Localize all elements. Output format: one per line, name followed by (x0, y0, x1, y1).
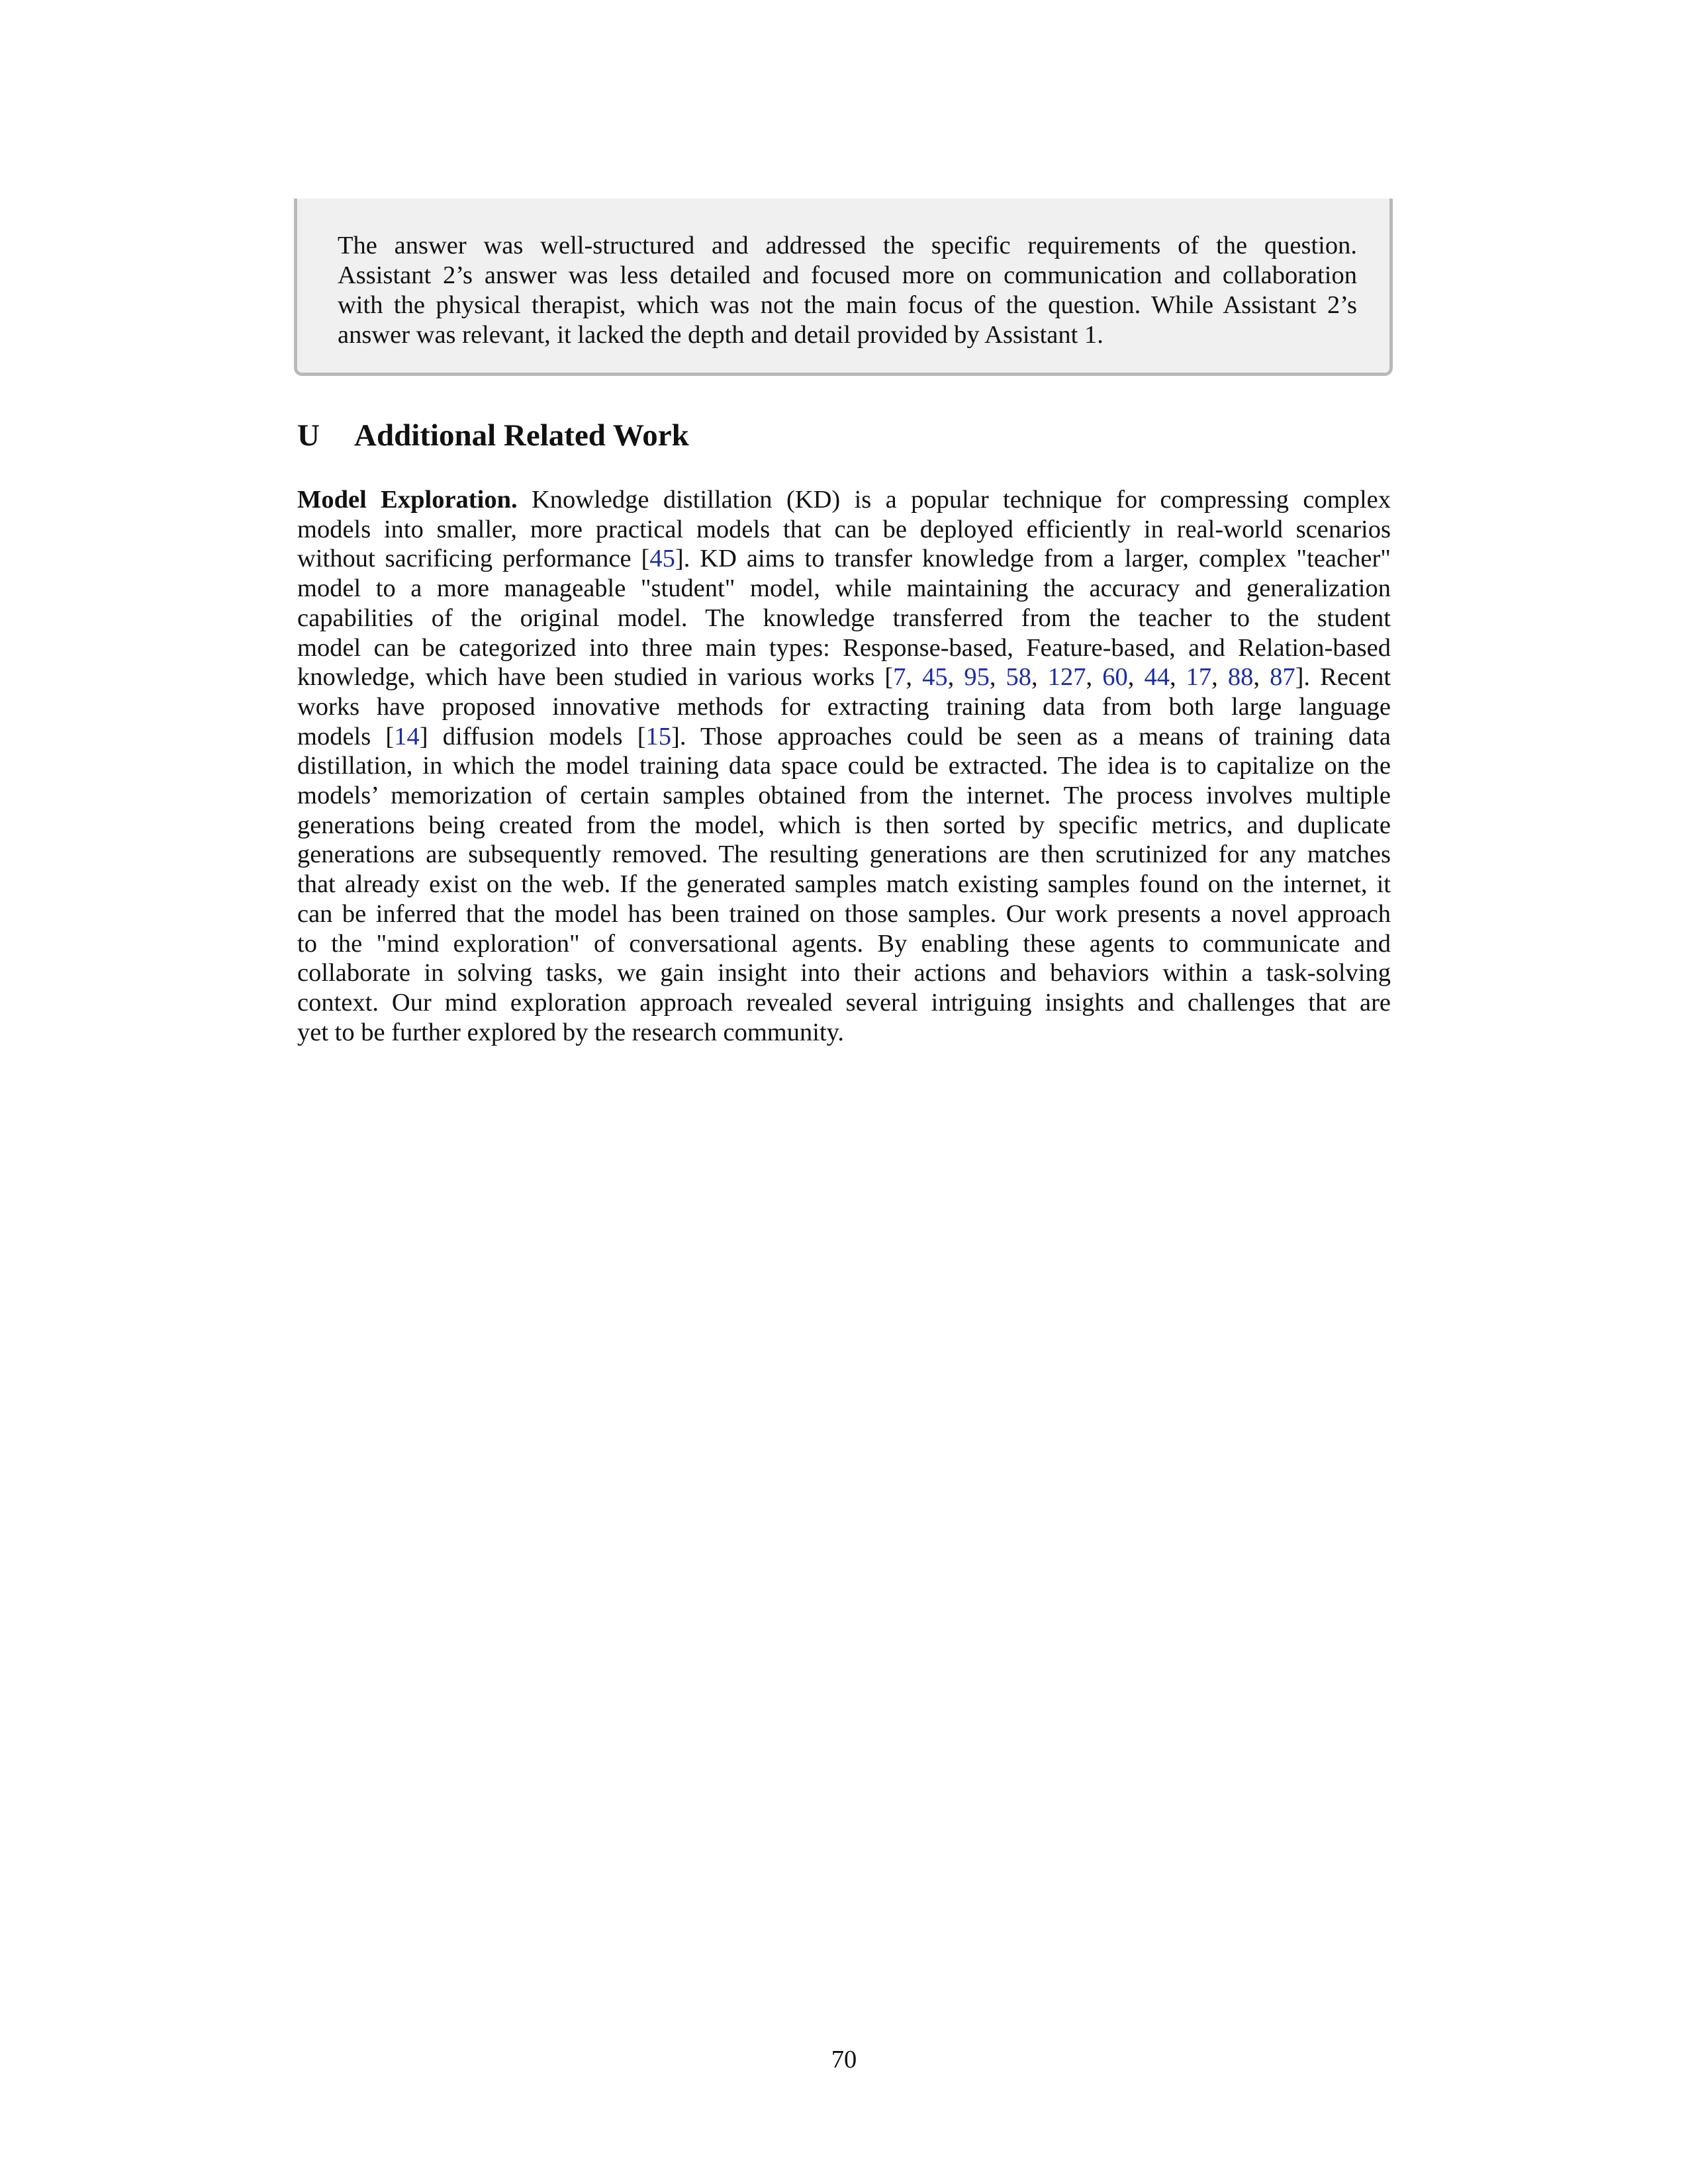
section-title: Additional Related Work (354, 418, 689, 453)
paragraph-line: distillation, in which the model training data space could be extracted. The idea is to capitalize on the (297, 752, 1391, 780)
citation-link[interactable]: 58 (1006, 663, 1032, 692)
paragraph-line: capabilities of the original model. The knowledge transferred from the teacher to the student (297, 604, 1391, 632)
paragraph-line: context. Our mind exploration approach revealed several intriguing insights and challenges that are (297, 988, 1391, 1017)
paragraph-line: generations are subsequently removed. The resulting generations are then scrutinized for any matches (297, 841, 1391, 869)
citation-link[interactable]: 7 (893, 663, 906, 692)
paragraph-line: collaborate in solving tasks, we gain insight into their actions and behaviors within a task-solving (297, 959, 1391, 987)
paragraph-line: knowledge, which have been studied in various works [7, 45, 95, 58, 127, 60, 44, 17, 88, 87]. Recent (297, 663, 1391, 692)
citation-link[interactable]: 127 (1047, 663, 1086, 692)
paragraph-line: without sacrificing performance [45]. KD aims to transfer knowledge from a larger, complex "teacher" (297, 545, 1391, 573)
model-exploration-paragraph (297, 485, 1391, 1047)
paragraph-line: works have proposed innovative methods for extracting training data from both large language (297, 692, 1391, 721)
citation-link[interactable]: 17 (1186, 663, 1212, 692)
paragraph-line: model can be categorized into three main types: Response-based, Feature-based, and Relation-based (297, 633, 1391, 662)
paragraph-line: to the "mind exploration" of conversational agents. By enabling these agents to communicate and (297, 929, 1391, 958)
paragraph-line: Model Exploration. Knowledge distillation (KD) is a popular technique for compressing complex (297, 486, 1391, 514)
paragraph-line: can be inferred that the model has been trained on those samples. Our work presents a novel approach (297, 899, 1391, 928)
paragraph-line: models into smaller, more practical models that can be deployed efficiently in real-world scenarios (297, 515, 1391, 543)
paragraph-line: generations being created from the model, which is then sorted by specific metrics, and duplicate (297, 811, 1391, 839)
box-line: Assistant 2’s answer was less detailed and focused more on communication and collaboration (338, 261, 1357, 289)
citation-link[interactable]: 88 (1227, 663, 1254, 692)
box-line: answer was relevant, it lacked the depth and detail provided by Assistant 1. (338, 321, 1103, 349)
paragraph-line: models [14] diffusion models [15]. Those approaches could be seen as a means of training data (297, 722, 1391, 751)
citation-link[interactable]: 60 (1102, 663, 1128, 692)
paragraph-line: model to a more manageable "student" model, while maintaining the accuracy and generalization (297, 574, 1391, 603)
citation-link[interactable]: 87 (1270, 663, 1295, 692)
citation-link[interactable]: 14 (394, 722, 420, 751)
citation-link[interactable]: 45 (649, 545, 675, 573)
citation-link[interactable]: 95 (964, 663, 990, 692)
section-heading (297, 416, 1423, 455)
box-line: with the physical therapist, which was not the main focus of the question. While Assistant 2’s (338, 291, 1357, 319)
citation-link[interactable]: 45 (922, 663, 948, 692)
run-in-heading: Model Exploration. (297, 486, 518, 514)
section-letter: U (297, 418, 320, 453)
citation-link[interactable]: 44 (1144, 663, 1170, 692)
paragraph-line: that already exist on the web. If the generated samples match existing samples found on the internet, it (297, 870, 1391, 899)
citation-link[interactable]: 15 (645, 722, 672, 751)
evaluation-box-text (338, 231, 1357, 350)
paragraph-line: models’ memorization of certain samples obtained from the internet. The process involves multiple (297, 782, 1391, 810)
page-number: 70 (831, 2046, 857, 2073)
paragraph-line: yet to be further explored by the research community. (297, 1018, 845, 1046)
box-line: The answer was well-structured and addressed the specific requirements of the question. (338, 232, 1357, 259)
